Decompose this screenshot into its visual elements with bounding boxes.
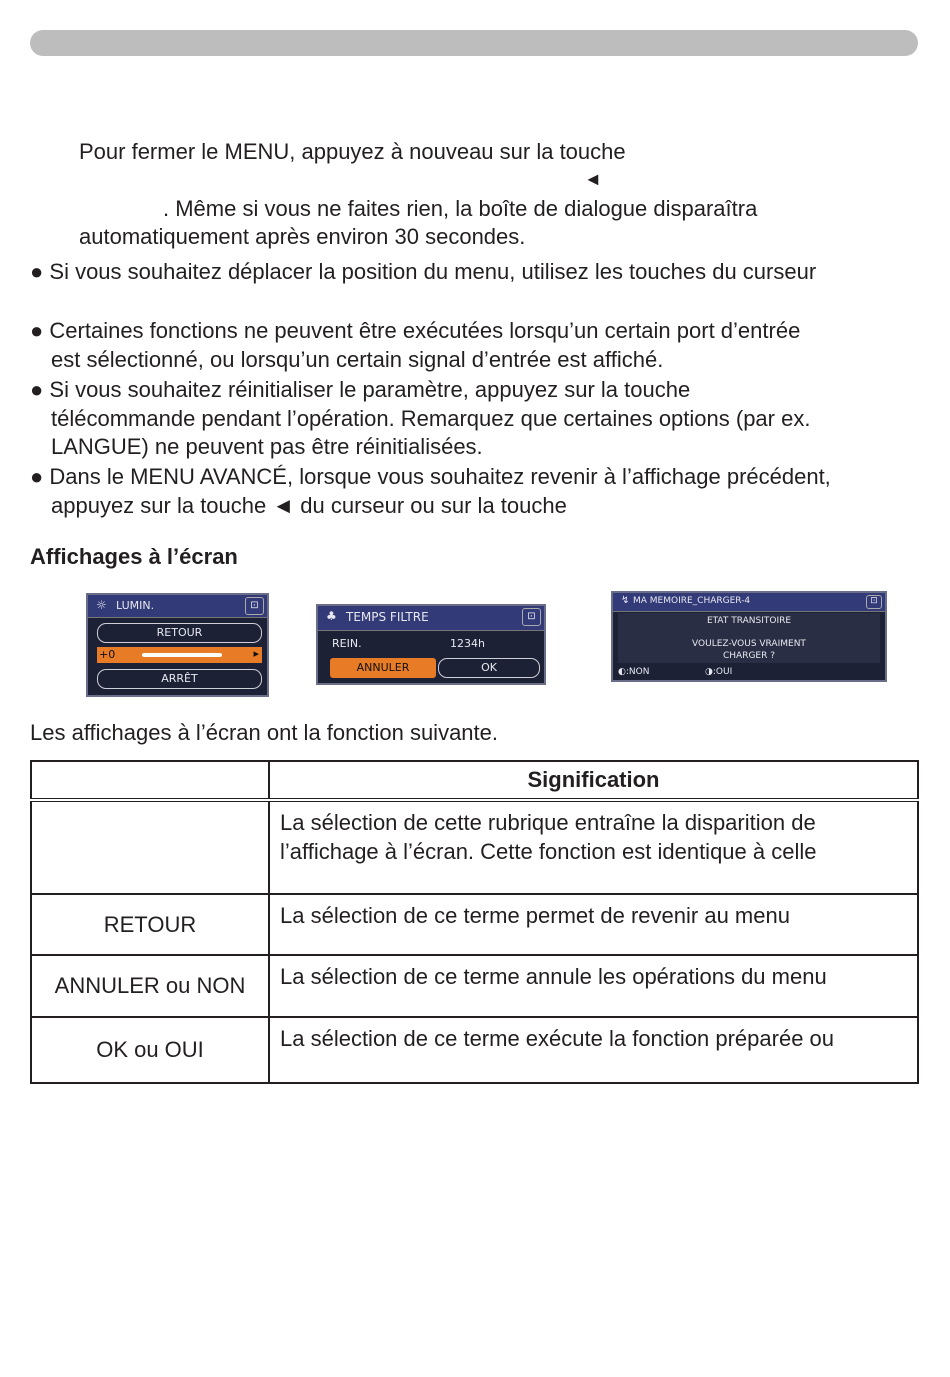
annuler-button[interactable]: ANNULER [330, 658, 436, 678]
slider-track[interactable] [142, 653, 222, 657]
table-row [31, 1017, 918, 1083]
bullet-4-line-2: appuyez sur la touche ◄ du curseur ou sur la touche [51, 493, 567, 518]
bullet-2-line-1: ● Certaines fonctions ne peuvent être exécutées lorsqu’un certain port d’entrée [30, 318, 801, 343]
row-2-right [269, 894, 918, 955]
memory-icon: ↯ [621, 595, 630, 606]
non-label: :NON [625, 667, 650, 677]
right-key-icon: ◑ [705, 667, 713, 677]
brightness-icon: ☼ [96, 598, 107, 612]
osd-close-icon[interactable]: ⊡ [522, 608, 541, 626]
osd-lumin-title: LUMIN. [116, 599, 155, 612]
ok-button[interactable]: OK [438, 658, 540, 678]
row-2-line-1: La sélection de ce terme permet de revenir au menu [280, 903, 790, 928]
header-bar [30, 30, 918, 56]
osd-memory-title-bar [613, 593, 885, 612]
left-arrow-icon: ◄ [584, 169, 602, 189]
intro-line-2: . Même si vous ne faites rien, la boîte de dialogue disparaîtra [163, 196, 758, 221]
rein-label: REIN. [332, 637, 362, 650]
non-option[interactable] [618, 667, 649, 677]
bullet-3-line-3: LANGUE) ne peuvent pas être réinitialisées. [51, 434, 483, 459]
slider-right-arrow-icon: ▸ [253, 647, 259, 660]
osd-lumin-title-bar [88, 595, 267, 618]
left-key-icon: ◐ [618, 667, 626, 677]
osd-memory-panel [611, 591, 887, 682]
osd-filter-panel [316, 604, 546, 685]
function-table [30, 760, 919, 1084]
osd-filter-title: TEMPS FILTRE [346, 610, 429, 624]
row-1-right [269, 800, 918, 894]
row-4-right [269, 1017, 918, 1083]
bullet-3-line-1: ● Si vous souhaitez réinitialiser le paramètre, appuyez sur la touche [30, 377, 691, 402]
table-row [31, 955, 918, 1017]
row-3-right [269, 955, 918, 1017]
table-header-row [31, 761, 918, 800]
osd-close-icon[interactable]: ⊡ [866, 595, 882, 609]
section-heading: Affichages à l’écran [30, 544, 238, 569]
row-4-left: OK ou OUI [31, 1017, 269, 1083]
row-1-line-1: La sélection de cette rubrique entraîne la disparition de [280, 810, 816, 835]
table-row [31, 894, 918, 955]
header-right: Signification [269, 761, 918, 800]
bullet-1-line-1: ● Si vous souhaitez déplacer la position du menu, utilisez les touches du curseur [30, 259, 817, 284]
header-left [31, 761, 269, 800]
question-line-2: CHARGER ? [722, 651, 775, 661]
osd-close-icon[interactable]: ⊡ [245, 597, 264, 615]
oui-label: :OUI [712, 667, 733, 677]
caption: Les affichages à l’écran ont la fonction suivante. [30, 720, 499, 745]
bullet-2-line-2: est sélectionné, ou lorsqu’un certain signal d’entrée est affiché. [51, 347, 664, 372]
osd-lumin-panel [86, 593, 269, 697]
row-3-line-1: La sélection de ce terme annule les opérations du menu [280, 964, 827, 989]
brightness-slider[interactable] [97, 647, 262, 663]
bullet-3-line-2: télécommande pendant l’opération. Remarquez que certaines options (par ex. [51, 406, 811, 431]
retour-button[interactable]: RETOUR [97, 623, 262, 643]
row-2-left: RETOUR [31, 894, 269, 955]
row-3-left: ANNULER ou NON [31, 955, 269, 1017]
rein-value: 1234h [450, 637, 485, 650]
status-text: ETAT TRANSITOIRE [706, 616, 792, 626]
table-row [31, 800, 918, 894]
osd-filter-title-bar [318, 606, 544, 631]
row-1-line-2: l’affichage à l’écran. Cette fonction est identique à celle [280, 839, 817, 864]
row-4-line-1: La sélection de ce terme exécute la fonction préparée ou [280, 1026, 835, 1051]
oui-option[interactable] [705, 667, 732, 677]
bullet-4-line-1: ● Dans le MENU AVANCÉ, lorsque vous souhaitez revenir à l’affichage précédent, [30, 464, 831, 489]
intro-line-1: Pour fermer le MENU, appuyez à nouveau sur la touche [79, 139, 626, 164]
filter-icon: ♣ [326, 609, 337, 623]
osd-memory-body [618, 613, 880, 663]
row-1-left [31, 800, 269, 894]
arret-button[interactable]: ARRÊT [97, 669, 262, 689]
slider-value: +0 [99, 648, 116, 661]
intro-line-3: automatiquement après environ 30 secondes. [79, 224, 526, 249]
question-line-1: VOULEZ-VOUS VRAIMENT [692, 639, 806, 649]
osd-memory-title: MA MEMOIRE_CHARGER-4 [633, 596, 751, 606]
